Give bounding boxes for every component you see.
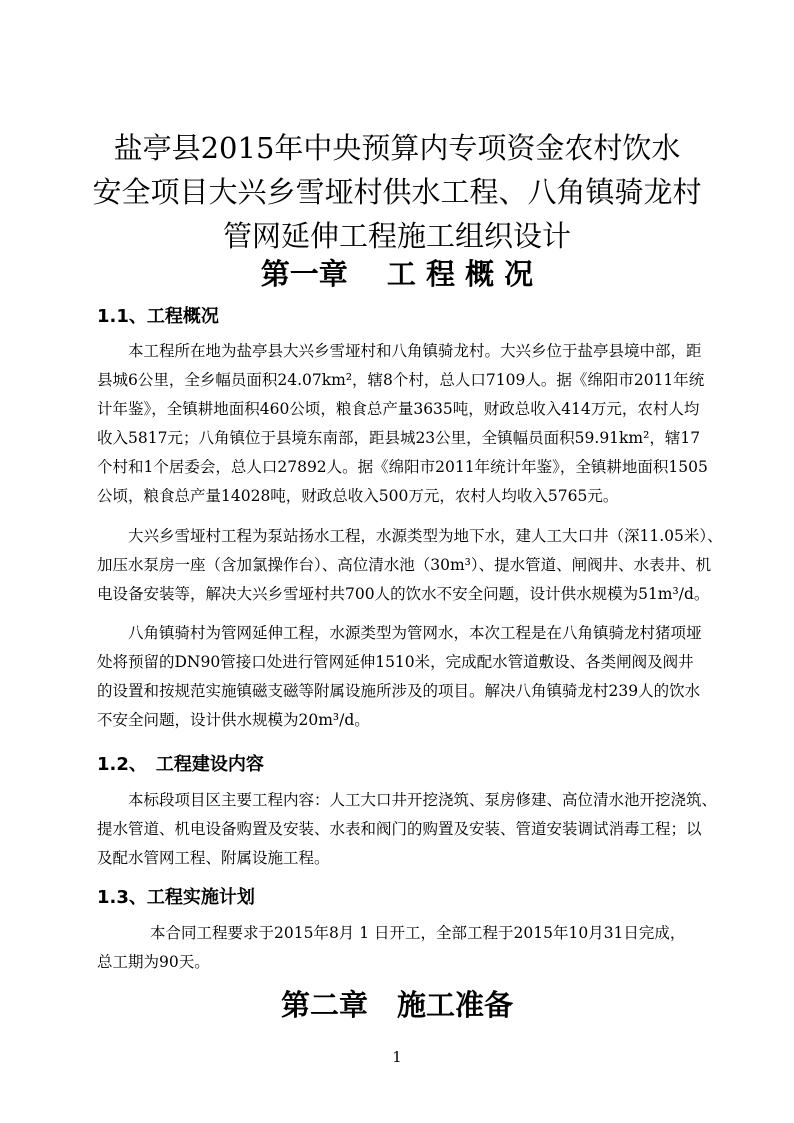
text-line: 电设备安装等，解决大兴乡雪垭村共700人的饮水不安全问题，设计供水规模为51m³/d。 [97,585,710,603]
text-line: 处将预留的DN90管接口处进行管网延伸1510米，完成配水管道敷设、各类闸阀及阀井 [97,653,694,671]
text-line: 总工期为90天。 [97,953,210,971]
text-line: 加压水泵房一座（含加氯操作台）、高位清水池（30m³）、提水管道、闸阀井、水表井、机 [97,556,712,574]
text-line: 公顷，粮食总产量14028吨，财政总收入500万元，农村人均收入5765元。 [97,487,619,505]
text-line: 八角镇骑村为管网延伸工程，水源类型为管网水，本次工程是在八角镇骑龙村猪项垭 [128,624,702,642]
text-line: 及配水管网工程、附属设施工程。 [97,849,330,867]
section-1-2-heading: 1.2、 工程建设内容 [97,754,264,775]
text-line: 县城6公里，全乡幅员面积24.07km²，辖8个村，总人口7109人。据《绵阳市2011年统 [97,371,705,389]
document-title [90,126,704,258]
paragraph-schedule [97,919,719,977]
text-line: 收入5817元；八角镇位于县境东南部，距县城23公里，全镇幅员面积59.91km²，辖17 [97,429,701,447]
page-number: 1 [392,1048,402,1066]
text-line: 大兴乡雪垭村工程为泵站扬水工程，水源类型为地下水，建人工大口井（深11.05米）、 [128,527,723,545]
text-line: 本合同工程要求于2015年8月 1 日开工，全部工程于2015年10月31日完成， [150,924,686,942]
section-1-1-heading: 1.1、工程概况 [97,306,219,327]
paragraph-bajiao [97,619,719,735]
chapter-1-heading: 第一章 工 程 概 况 [260,257,534,291]
paragraph-overview [97,337,719,511]
chapter-2-heading: 第二章 施工准备 [280,988,513,1022]
text-line: 不安全问题，设计供水规模为20m³/d。 [97,711,370,729]
paragraph-scope [97,786,719,873]
section-1-3-heading: 1.3、工程实施计划 [97,887,255,908]
text-line: 本标段项目区主要工程内容：人工大口井开挖浇筑、泵房修建、高位清水池开挖浇筑、 [128,791,718,809]
title-line-3: 管网延伸工程施工组织设计 [222,219,571,253]
text-line: 本工程所在地为盐亭县大兴乡雪垭村和八角镇骑龙村。大兴乡位于盐亭县境中部，距 [128,342,702,360]
text-line: 个村和1个居委会，总人口27892人。据《绵阳市2011年统计年鉴》，全镇耕地面积1505 [97,458,708,476]
text-line: 的设置和按规范实施镇磁支磁等附属设施所涉及的项目。解决八角镇骑龙村239人的饮水 [97,682,701,700]
title-line-1: 盐亭县2015年中央预算内专项资金农村饮水 [113,131,681,165]
text-line: 提水管道、机电设备购置及安装、水表和阀门的购置及安装、管道安装调试消毒工程；以 [97,820,702,838]
paragraph-daxing [97,522,723,609]
text-line: 计年鉴》，全镇耕地面积460公顷，粮食总产量3635吨，财政总收入414万元，农村人均 [97,400,700,418]
title-line-2: 安全项目大兴乡雪垭村供水工程、八角镇骑龙村 [92,175,702,209]
